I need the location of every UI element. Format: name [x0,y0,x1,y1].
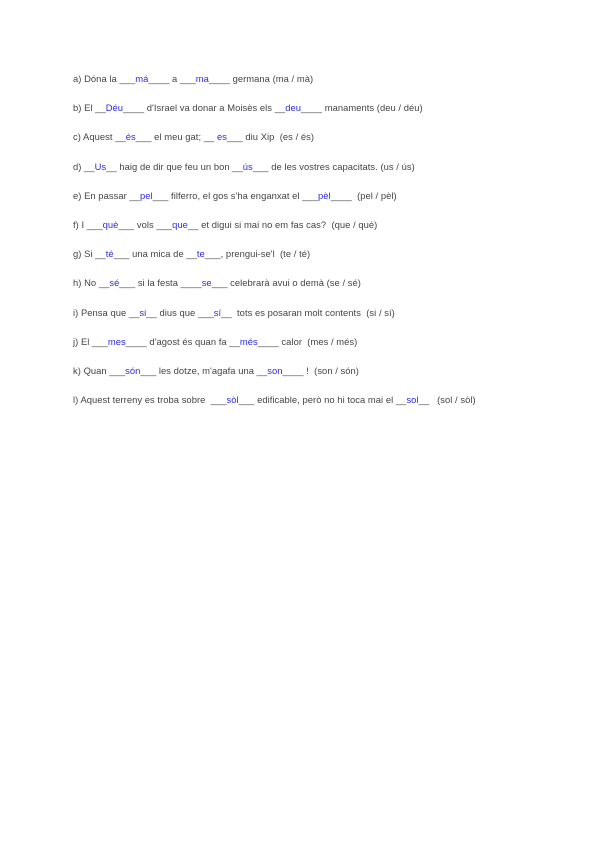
answer-word: pel [139,189,153,201]
exercise-text: ___ les dotze, m'agafa una __ [140,365,268,376]
answer-word: ús [242,160,253,172]
exercise-text: ____ (pel / pèl) [330,189,397,201]
exercise-text: __ (sol / sòl) [418,394,476,406]
exercise-text: d) __ [73,160,95,172]
exercise-text: h) No __ [73,277,110,289]
answer-word: son [267,365,283,376]
exercise-text: i) Pensa que __ [73,306,140,318]
answer-word: mes [107,335,126,347]
exercise-line [73,131,314,142]
exercise-text: __ dius que ___ [146,306,214,318]
exercise-text: ____ d'agost és quan fa __ [125,335,240,347]
answer-word: té [105,248,114,260]
exercise-text: g) Si __ [73,248,106,260]
answer-word: Déu [105,102,124,114]
exercise-line [73,161,415,172]
exercise-text: k) Quan ___ [73,365,126,376]
exercise-text: ____ a ___ [148,73,196,84]
exercise-line [73,73,313,84]
exercise-text: a) Dóna la ___ [73,73,136,84]
exercise-text: ____ germana (ma / mà) [208,73,314,84]
answer-word: ma [195,73,209,84]
exercise-text: j) El ___ [73,335,108,347]
exercise-line [73,365,359,376]
answer-word: te [196,248,205,260]
exercise-text: ____ calor (mes / més) [257,335,358,347]
answer-word: sol [406,394,419,406]
answer-word: és [125,131,136,143]
exercise-line [73,219,377,230]
exercise-text: f) I ___ [73,219,103,230]
answer-word: pèl [318,189,331,201]
answer-word: sé [109,277,120,289]
exercise-text: __ haig de dir que feu un bon __ [106,160,243,172]
exercise-text: ____ manaments (deu / déu) [301,102,423,114]
exercise-text: l) Aquest terreny es troba sobre ___ [73,394,227,406]
answer-word: són [125,365,141,376]
answer-word: es [216,131,227,143]
answer-word: má [135,73,149,84]
exercise-line [73,394,476,405]
exercise-text: e) En passar __ [73,189,140,201]
exercise-text: ___ si la festa ____ [119,277,202,289]
answer-word: si [139,306,147,318]
answer-word: sí [213,306,222,318]
exercise-text: c) Aquest __ [73,131,126,143]
exercise-line [73,277,361,288]
exercise-line [73,307,395,318]
exercise-text: ___ vols ___ [118,219,173,230]
exercise-text: b) El __ [73,102,106,114]
exercise-text: ____ ! (son / són) [282,365,359,376]
exercise-text: ___ edificable, però no hi toca mai el __ [238,394,407,406]
answer-word: Us [94,160,107,172]
exercise-line [73,336,357,347]
exercise-text: ____ d'Israel va donar a Moisès els __ [123,102,286,114]
answer-word: què [102,219,119,230]
exercise-text: ___ diu Xip (es / és) [226,131,315,143]
exercise-text: ___ el meu gat; __ [135,131,217,143]
exercise-text: __ tots es posaran molt contents (si / sí) [221,306,395,318]
answer-word: se [201,277,212,289]
exercise-text: ___ una mica de __ [113,248,197,260]
exercise-line [73,102,423,113]
answer-word: sòl [226,394,239,406]
exercise-text: ___ celebrarà avui o demà (se / sé) [211,277,361,289]
exercise-text: ___ de les vostres capacitats. (us / ús) [252,160,415,172]
answer-word: deu [285,102,301,114]
exercise-text: ___ filferro, el gos s'ha enganxat el ___ [152,189,319,201]
exercise-text: ___, prengui-se'l (te / té) [204,248,311,260]
exercise-line [73,248,310,259]
exercise-line [73,190,397,201]
answer-word: que [172,219,188,230]
answer-word: més [239,335,258,347]
exercise-text: __ et digui si mai no em fas cas? (que / què) [187,219,378,230]
